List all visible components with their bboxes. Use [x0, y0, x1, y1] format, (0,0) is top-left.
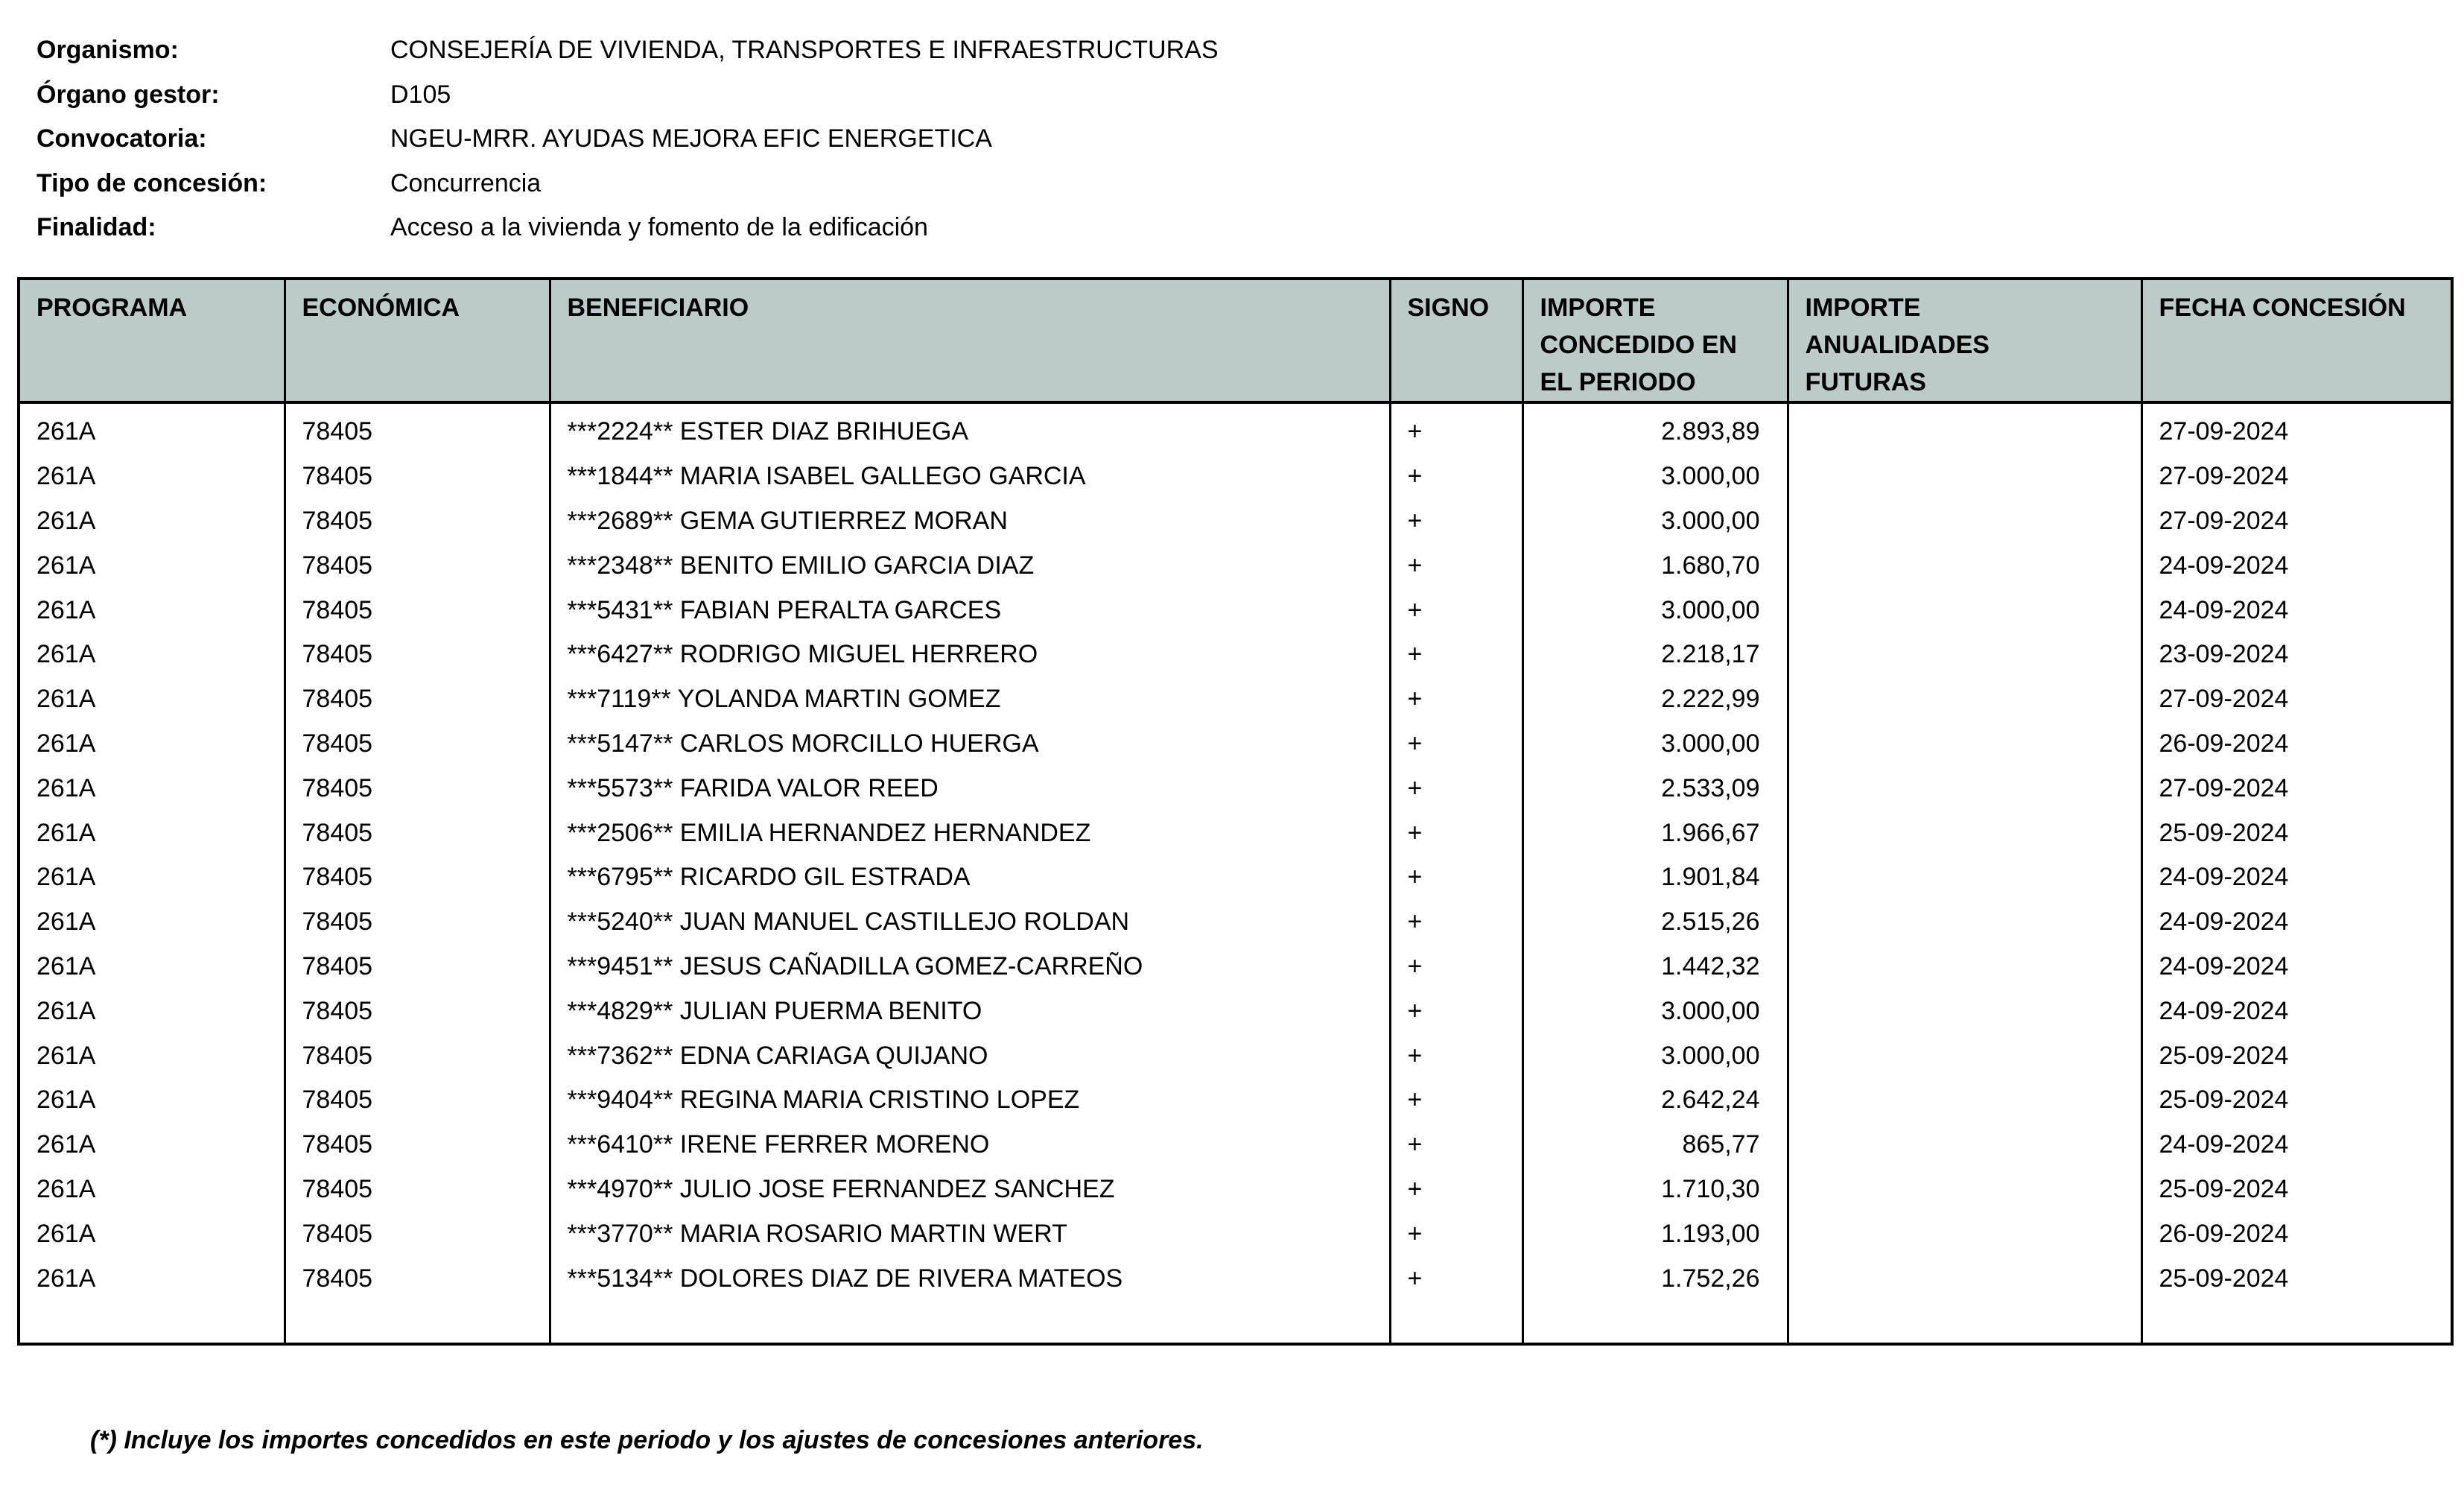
- cell-fecha-concesion: 25-09-2024: [2141, 811, 2452, 855]
- cell-importe-concedido: 1.710,30: [1522, 1167, 1788, 1212]
- header-field-label: Finalidad:: [36, 213, 156, 242]
- cell-signo: +: [1390, 811, 1522, 855]
- cell-beneficiario: ***7362** EDNA CARIAGA QUIJANO: [550, 1033, 1390, 1078]
- cell-programa: 261A: [19, 402, 285, 454]
- header-field-value: Concurrencia: [390, 168, 542, 197]
- cell-fecha-concesion: 24-09-2024: [2141, 945, 2452, 989]
- cell-economica: 78405: [285, 766, 550, 811]
- table-spacer-row: [19, 1301, 2452, 1344]
- cell-importe-concedido: 1.193,00: [1522, 1211, 1788, 1256]
- cell-fecha-concesion: 27-09-2024: [2141, 766, 2452, 811]
- cell-importe-concedido: 1.901,84: [1522, 855, 1788, 900]
- cell-programa: 261A: [19, 945, 285, 989]
- cell-economica: 78405: [285, 989, 550, 1033]
- concessions-table: [17, 277, 2454, 1346]
- table-row: [19, 766, 2452, 811]
- cell-beneficiario: ***5431** FABIAN PERALTA GARCES: [550, 588, 1390, 633]
- table-row: [19, 499, 2452, 544]
- cell-signo: +: [1390, 766, 1522, 811]
- footnote: (*) Incluye los importes concedidos en este periodo y los ajustes de concesiones anteriores.: [90, 1426, 1204, 1454]
- cell-programa: 261A: [19, 454, 285, 499]
- header-field-label: Organismo:: [36, 36, 179, 65]
- table-row: [19, 722, 2452, 767]
- empty-cell: [285, 1301, 550, 1344]
- cell-beneficiario: ***2348** BENITO EMILIO GARCIA DIAZ: [550, 543, 1390, 588]
- cell-economica: 78405: [285, 900, 550, 945]
- cell-importe-anualidades: [1788, 1211, 2141, 1256]
- cell-fecha-concesion: 26-09-2024: [2141, 1211, 2452, 1256]
- cell-programa: 261A: [19, 722, 285, 767]
- cell-economica: 78405: [285, 855, 550, 900]
- table-row: [19, 402, 2452, 454]
- cell-fecha-concesion: 25-09-2024: [2141, 1033, 2452, 1078]
- table-row: [19, 1211, 2452, 1256]
- header-field: [36, 206, 1219, 250]
- cell-importe-anualidades: [1788, 766, 2141, 811]
- cell-economica: 78405: [285, 588, 550, 633]
- cell-importe-anualidades: [1788, 499, 2141, 544]
- cell-beneficiario: ***2224** ESTER DIAZ BRIHUEGA: [550, 402, 1390, 454]
- cell-beneficiario: ***7119** YOLANDA MARTIN GOMEZ: [550, 677, 1390, 722]
- cell-fecha-concesion: 24-09-2024: [2141, 543, 2452, 588]
- cell-programa: 261A: [19, 989, 285, 1033]
- cell-importe-anualidades: [1788, 1123, 2141, 1167]
- cell-economica: 78405: [285, 1123, 550, 1167]
- cell-importe-concedido: 1.966,67: [1522, 811, 1788, 855]
- header-field-value: Acceso a la vivienda y fomento de la edificación: [390, 213, 928, 242]
- cell-economica: 78405: [285, 499, 550, 544]
- cell-importe-anualidades: [1788, 454, 2141, 499]
- cell-importe-anualidades: [1788, 989, 2141, 1033]
- cell-beneficiario: ***4970** JULIO JOSE FERNANDEZ SANCHEZ: [550, 1167, 1390, 1212]
- header-field-value: NGEU-MRR. AYUDAS MEJORA EFIC ENERGETICA: [390, 124, 992, 153]
- header-field-value: CONSEJERÍA DE VIVIENDA, TRANSPORTES E INFRAESTRUCTURAS: [390, 36, 1219, 65]
- cell-economica: 78405: [285, 454, 550, 499]
- cell-economica: 78405: [285, 633, 550, 677]
- cell-signo: +: [1390, 989, 1522, 1033]
- cell-importe-concedido: 2.515,26: [1522, 900, 1788, 945]
- cell-importe-concedido: 1.680,70: [1522, 543, 1788, 588]
- cell-beneficiario: ***5240** JUAN MANUEL CASTILLEJO ROLDAN: [550, 900, 1390, 945]
- cell-beneficiario: ***6795** RICARDO GIL ESTRADA: [550, 855, 1390, 900]
- cell-beneficiario: ***6427** RODRIGO MIGUEL HERRERO: [550, 633, 1390, 677]
- header-field-label: Convocatoria:: [36, 124, 207, 153]
- cell-importe-anualidades: [1788, 1167, 2141, 1212]
- header-field: [36, 117, 1219, 162]
- column-header-fecha-concesion: FECHA CONCESIÓN: [2141, 279, 2452, 402]
- table-row: [19, 811, 2452, 855]
- cell-programa: 261A: [19, 766, 285, 811]
- cell-importe-anualidades: [1788, 900, 2141, 945]
- cell-signo: +: [1390, 722, 1522, 767]
- cell-importe-concedido: 2.218,17: [1522, 633, 1788, 677]
- cell-beneficiario: ***5573** FARIDA VALOR REED: [550, 766, 1390, 811]
- table-row: [19, 1167, 2452, 1212]
- column-header-beneficiario: BENEFICIARIO: [550, 279, 1390, 402]
- table-header-row: [19, 279, 2452, 402]
- table-row: [19, 900, 2452, 945]
- cell-fecha-concesion: 24-09-2024: [2141, 855, 2452, 900]
- cell-programa: 261A: [19, 1256, 285, 1301]
- cell-economica: 78405: [285, 677, 550, 722]
- table-row: [19, 1256, 2452, 1301]
- table-row: [19, 677, 2452, 722]
- cell-beneficiario: ***2506** EMILIA HERNANDEZ HERNANDEZ: [550, 811, 1390, 855]
- cell-programa: 261A: [19, 900, 285, 945]
- table-row: [19, 588, 2452, 633]
- cell-programa: 261A: [19, 1123, 285, 1167]
- column-header-programa: PROGRAMA: [19, 279, 285, 402]
- cell-beneficiario: ***6410** IRENE FERRER MORENO: [550, 1123, 1390, 1167]
- cell-economica: 78405: [285, 1167, 550, 1212]
- cell-importe-concedido: 3.000,00: [1522, 722, 1788, 767]
- cell-fecha-concesion: 24-09-2024: [2141, 900, 2452, 945]
- cell-economica: 78405: [285, 543, 550, 588]
- cell-importe-concedido: 3.000,00: [1522, 454, 1788, 499]
- cell-beneficiario: ***5147** CARLOS MORCILLO HUERGA: [550, 722, 1390, 767]
- header-field-label: Tipo de concesión:: [36, 168, 267, 197]
- cell-fecha-concesion: 27-09-2024: [2141, 402, 2452, 454]
- cell-beneficiario: ***1844** MARIA ISABEL GALLEGO GARCIA: [550, 454, 1390, 499]
- table-row: [19, 989, 2452, 1033]
- cell-importe-anualidades: [1788, 722, 2141, 767]
- cell-signo: +: [1390, 588, 1522, 633]
- cell-importe-anualidades: [1788, 811, 2141, 855]
- cell-signo: +: [1390, 1256, 1522, 1301]
- empty-cell: [19, 1301, 285, 1344]
- table-row: [19, 633, 2452, 677]
- column-header-signo: SIGNO: [1390, 279, 1522, 402]
- header-field-value: D105: [390, 80, 451, 109]
- empty-cell: [550, 1301, 1390, 1344]
- cell-fecha-concesion: 25-09-2024: [2141, 1256, 2452, 1301]
- cell-programa: 261A: [19, 677, 285, 722]
- cell-signo: +: [1390, 454, 1522, 499]
- cell-programa: 261A: [19, 543, 285, 588]
- cell-fecha-concesion: 27-09-2024: [2141, 677, 2452, 722]
- table-row: [19, 454, 2452, 499]
- column-header-importe-anualidades: IMPORTE ANUALIDADES FUTURAS: [1788, 279, 2141, 402]
- cell-fecha-concesion: 25-09-2024: [2141, 1078, 2452, 1123]
- cell-importe-anualidades: [1788, 402, 2141, 454]
- cell-economica: 78405: [285, 1211, 550, 1256]
- cell-economica: 78405: [285, 1033, 550, 1078]
- table-row: [19, 855, 2452, 900]
- cell-importe-anualidades: [1788, 677, 2141, 722]
- column-header-importe-concedido: IMPORTE CONCEDIDO EN EL PERIODO: [1522, 279, 1788, 402]
- cell-programa: 261A: [19, 855, 285, 900]
- cell-importe-concedido: 3.000,00: [1522, 499, 1788, 544]
- cell-programa: 261A: [19, 499, 285, 544]
- cell-signo: +: [1390, 499, 1522, 544]
- cell-programa: 261A: [19, 1033, 285, 1078]
- cell-signo: +: [1390, 900, 1522, 945]
- cell-signo: +: [1390, 677, 1522, 722]
- cell-programa: 261A: [19, 811, 285, 855]
- cell-importe-concedido: 2.222,99: [1522, 677, 1788, 722]
- cell-fecha-concesion: 26-09-2024: [2141, 722, 2452, 767]
- cell-signo: +: [1390, 543, 1522, 588]
- header-field: [36, 162, 1219, 206]
- cell-economica: 78405: [285, 402, 550, 454]
- cell-signo: +: [1390, 945, 1522, 989]
- cell-programa: 261A: [19, 1078, 285, 1123]
- table-row: [19, 1123, 2452, 1167]
- empty-cell: [1522, 1301, 1788, 1344]
- cell-beneficiario: ***9451** JESUS CAÑADILLA GOMEZ-CARREÑO: [550, 945, 1390, 989]
- cell-signo: +: [1390, 855, 1522, 900]
- cell-beneficiario: ***9404** REGINA MARIA CRISTINO LOPEZ: [550, 1078, 1390, 1123]
- cell-importe-concedido: 2.642,24: [1522, 1078, 1788, 1123]
- cell-importe-concedido: 2.893,89: [1522, 402, 1788, 454]
- cell-beneficiario: ***5134** DOLORES DIAZ DE RIVERA MATEOS: [550, 1256, 1390, 1301]
- cell-programa: 261A: [19, 1211, 285, 1256]
- cell-importe-anualidades: [1788, 633, 2141, 677]
- cell-fecha-concesion: 23-09-2024: [2141, 633, 2452, 677]
- cell-fecha-concesion: 24-09-2024: [2141, 1123, 2452, 1167]
- cell-fecha-concesion: 24-09-2024: [2141, 588, 2452, 633]
- cell-importe-concedido: 1.752,26: [1522, 1256, 1788, 1301]
- cell-fecha-concesion: 25-09-2024: [2141, 1167, 2452, 1212]
- cell-beneficiario: ***3770** MARIA ROSARIO MARTIN WERT: [550, 1211, 1390, 1256]
- cell-economica: 78405: [285, 811, 550, 855]
- cell-fecha-concesion: 24-09-2024: [2141, 989, 2452, 1033]
- cell-importe-anualidades: [1788, 1256, 2141, 1301]
- cell-beneficiario: ***2689** GEMA GUTIERREZ MORAN: [550, 499, 1390, 544]
- empty-cell: [1390, 1301, 1522, 1344]
- cell-signo: +: [1390, 1211, 1522, 1256]
- cell-importe-anualidades: [1788, 1078, 2141, 1123]
- cell-importe-concedido: 865,77: [1522, 1123, 1788, 1167]
- header-field: [36, 28, 1219, 73]
- column-header-economica: ECONÓMICA: [285, 279, 550, 402]
- cell-signo: +: [1390, 633, 1522, 677]
- table-row: [19, 1078, 2452, 1123]
- cell-importe-anualidades: [1788, 1033, 2141, 1078]
- cell-programa: 261A: [19, 633, 285, 677]
- cell-fecha-concesion: 27-09-2024: [2141, 454, 2452, 499]
- cell-importe-anualidades: [1788, 588, 2141, 633]
- cell-importe-concedido: 3.000,00: [1522, 1033, 1788, 1078]
- table-row: [19, 543, 2452, 588]
- header-field: [36, 73, 1219, 118]
- cell-signo: +: [1390, 1167, 1522, 1212]
- table-row: [19, 1033, 2452, 1078]
- cell-fecha-concesion: 27-09-2024: [2141, 499, 2452, 544]
- header-field-label: Órgano gestor:: [36, 80, 220, 109]
- cell-economica: 78405: [285, 722, 550, 767]
- cell-economica: 78405: [285, 945, 550, 989]
- cell-importe-concedido: 2.533,09: [1522, 766, 1788, 811]
- cell-economica: 78405: [285, 1078, 550, 1123]
- table-row: [19, 945, 2452, 989]
- cell-economica: 78405: [285, 1256, 550, 1301]
- cell-signo: +: [1390, 1078, 1522, 1123]
- cell-signo: +: [1390, 1123, 1522, 1167]
- cell-importe-anualidades: [1788, 945, 2141, 989]
- cell-signo: +: [1390, 402, 1522, 454]
- cell-importe-anualidades: [1788, 855, 2141, 900]
- cell-importe-concedido: 1.442,32: [1522, 945, 1788, 989]
- cell-signo: +: [1390, 1033, 1522, 1078]
- cell-importe-anualidades: [1788, 543, 2141, 588]
- cell-importe-concedido: 3.000,00: [1522, 588, 1788, 633]
- cell-programa: 261A: [19, 1167, 285, 1212]
- empty-cell: [1788, 1301, 2141, 1344]
- cell-beneficiario: ***4829** JULIAN PUERMA BENITO: [550, 989, 1390, 1033]
- document-header: [36, 28, 1219, 250]
- cell-importe-concedido: 3.000,00: [1522, 989, 1788, 1033]
- cell-programa: 261A: [19, 588, 285, 633]
- empty-cell: [2141, 1301, 2452, 1344]
